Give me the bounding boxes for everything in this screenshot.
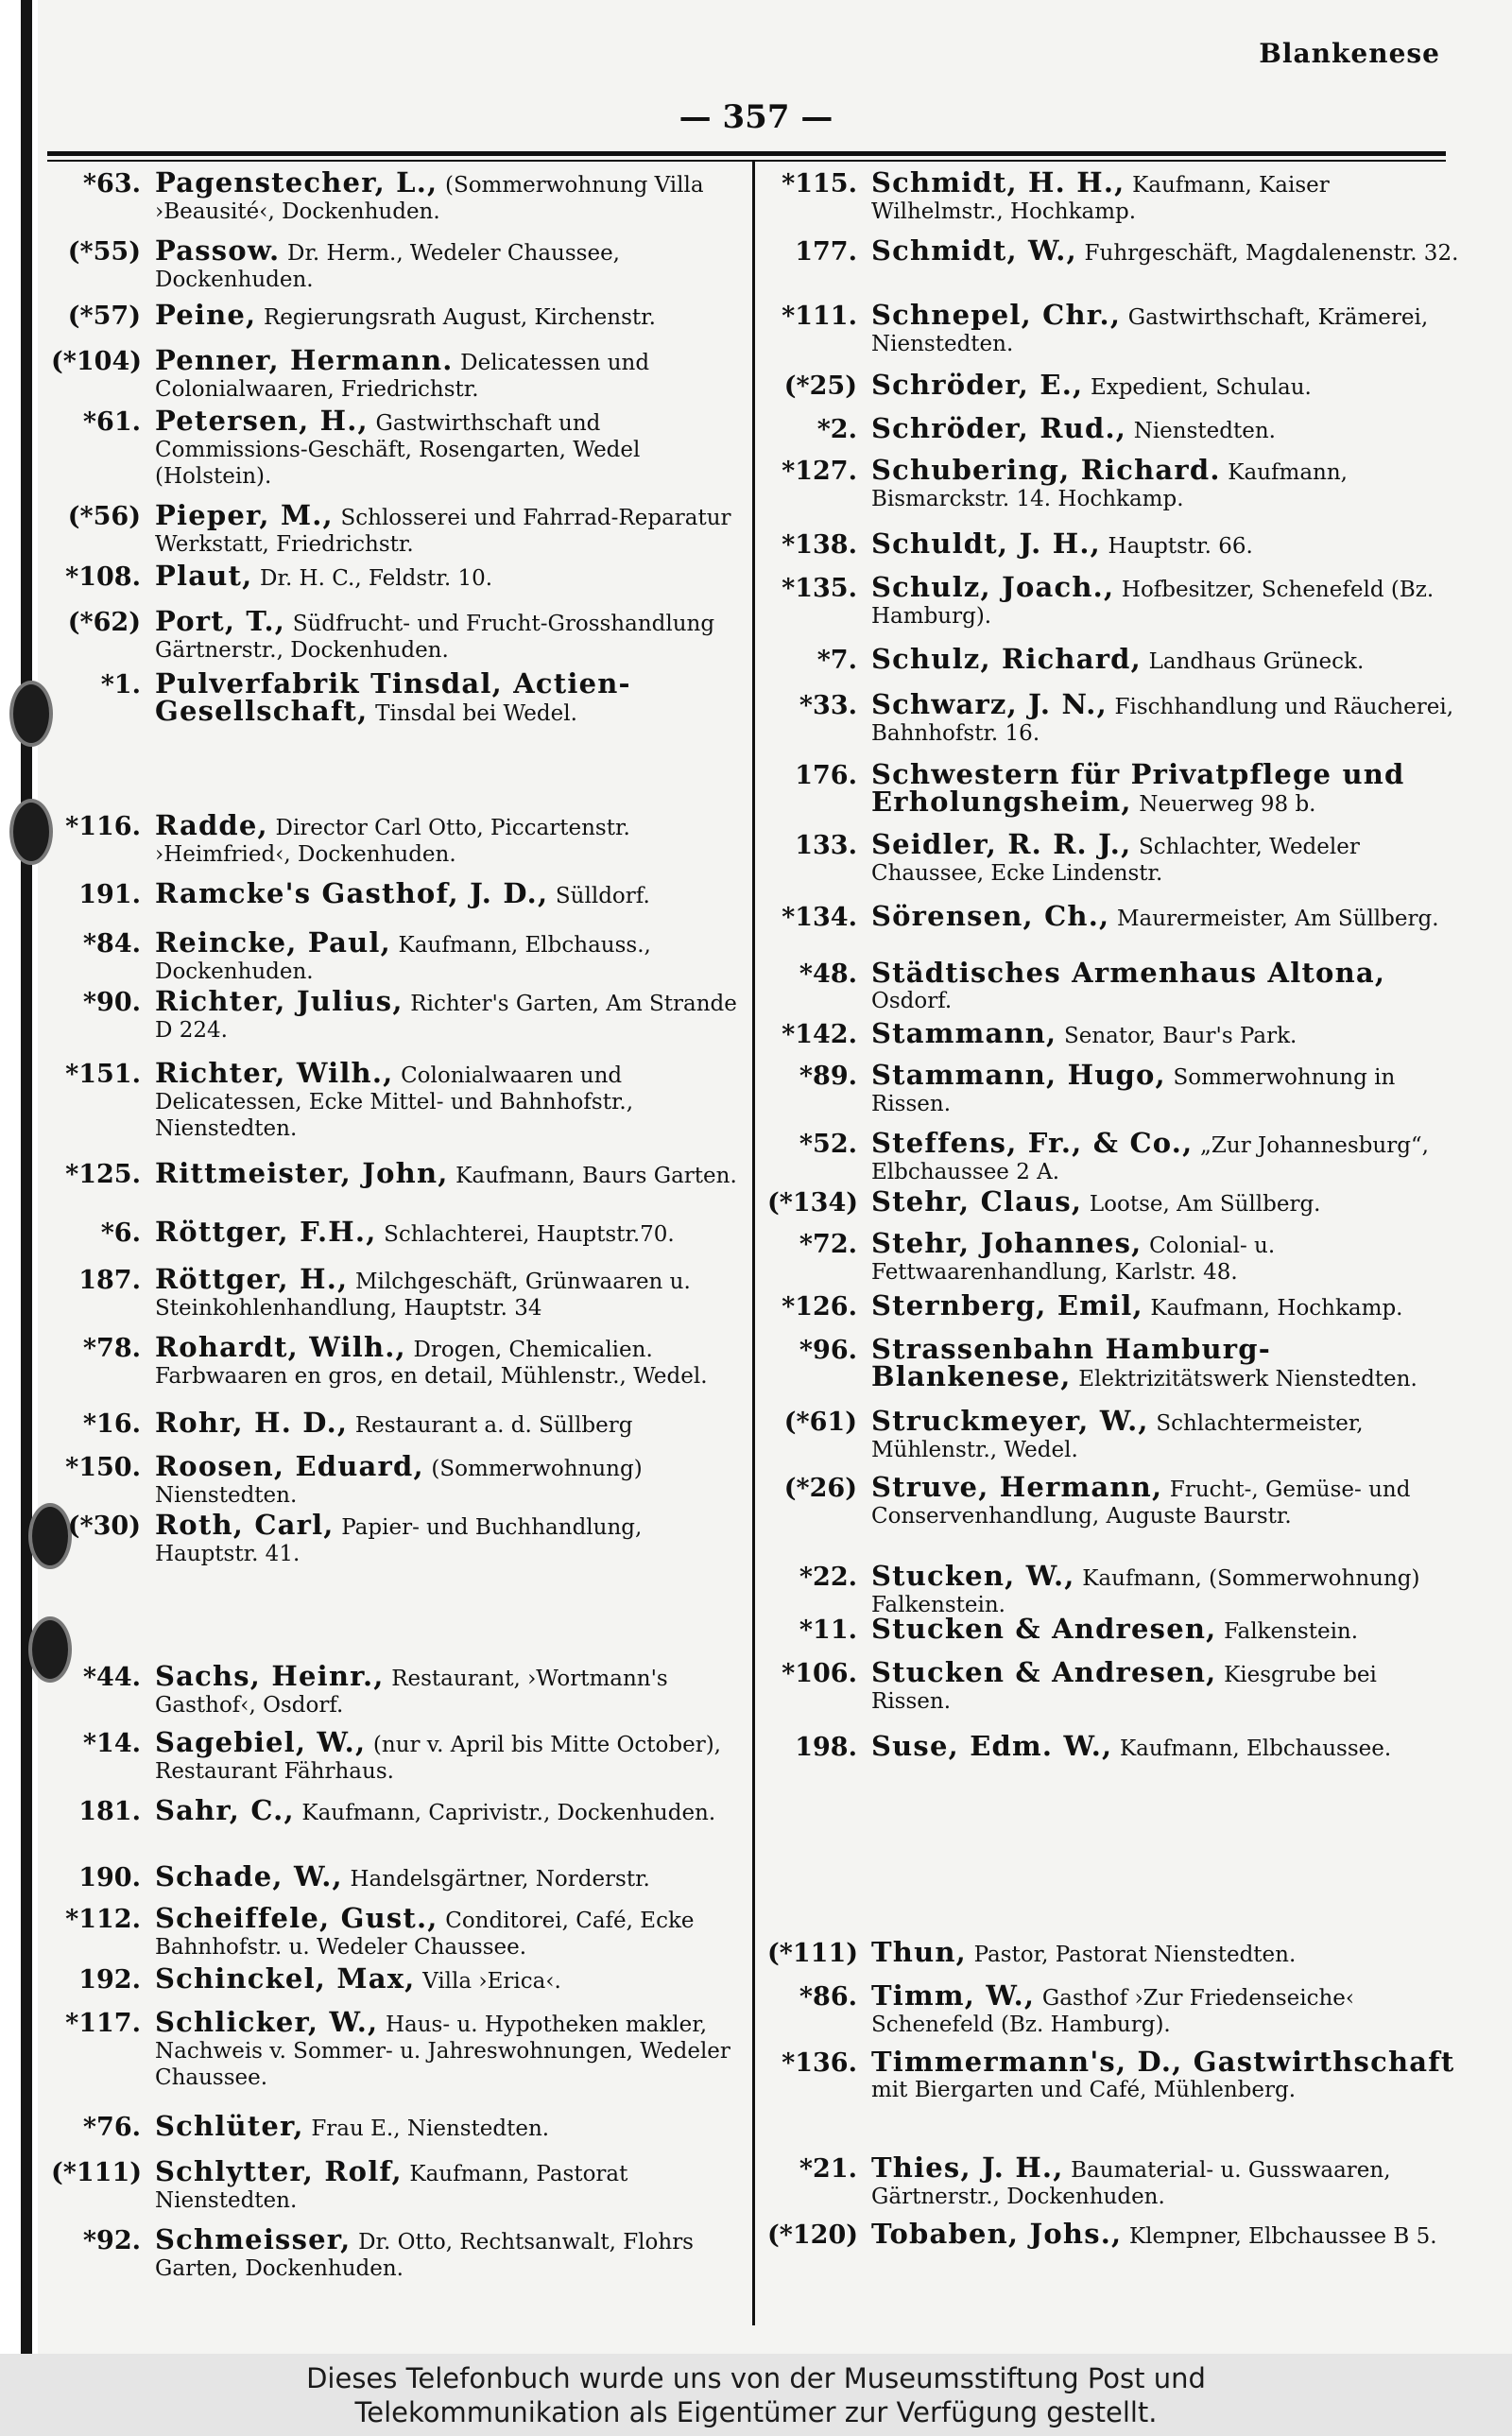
- directory-entry: [767, 571, 1463, 630]
- entry-details: Gastwirthschaft und Commissions-Geschäft, Rosengarten, Wedel (Holstein).: [155, 411, 641, 489]
- directory-entry: [51, 667, 739, 727]
- directory-entry: [51, 926, 739, 985]
- entry-number: (*56): [67, 502, 141, 531]
- entry-name: Schubering, Richard.: [871, 454, 1221, 486]
- entry-name: Schade, W.,: [155, 1860, 343, 1892]
- entry-details: Dr. Herm., Wedeler Chaussee, Dockenhuden.: [155, 241, 620, 292]
- entry-details: Colonialwaaren und Delicatessen, Ecke Mittel- und Bahnhofstr., Nienstedten.: [155, 1063, 634, 1141]
- entry-details: Handelsgärtner, Norderstr.: [350, 1867, 650, 1892]
- entry-number: *90.: [82, 988, 141, 1017]
- directory-entry: [767, 957, 1463, 1014]
- entry-name: Schwestern für Privatpflege und Erholungsheim,: [871, 758, 1405, 818]
- entry-number: (*61): [783, 1408, 857, 1437]
- directory-entry: [51, 166, 739, 225]
- entry-details: Colonial- u. Fettwaarenhandlung, Karlstr. 48.: [871, 1234, 1276, 1285]
- entry-details: Frucht-, Gemüse- und Conservenhandlung, Auguste Baurstr.: [871, 1477, 1411, 1529]
- entry-name: Seidler, R. R. J.,: [871, 828, 1132, 860]
- directory-entry: [51, 1726, 739, 1785]
- entry-number: 133.: [795, 831, 857, 860]
- directory-entry: [767, 1560, 1463, 1618]
- entry-name: Richter, Wilh.,: [155, 1057, 394, 1089]
- entry-details: Kaufmann, Elbchauss., Dockenhuden.: [155, 933, 651, 984]
- entry-name: Struckmeyer, W.,: [871, 1405, 1149, 1437]
- entry-number: (*104): [51, 347, 143, 376]
- entry-number: *16.: [82, 1409, 141, 1439]
- entry-number: *2.: [816, 415, 857, 444]
- entry-number: (*30): [67, 1512, 141, 1541]
- entry-details: Papier- und Buchhandlung, Hauptstr. 41.: [155, 1515, 643, 1566]
- entry-name: Röttger, F.H.,: [155, 1216, 377, 1248]
- entry-number: *22.: [799, 1563, 857, 1592]
- entry-number: *33.: [799, 691, 857, 720]
- entry-details: Maurermeister, Am Süllberg.: [1116, 907, 1439, 931]
- directory-entry: [51, 1057, 739, 1142]
- entry-name: Roth, Carl,: [155, 1509, 335, 1541]
- entry-number: (*57): [67, 302, 141, 331]
- directory-entry: [51, 1407, 739, 1439]
- entry-number: *111.: [782, 302, 857, 331]
- directory-entry: [51, 1794, 739, 1826]
- running-head-place: Blankenese: [1259, 38, 1440, 69]
- entry-name: Struve, Hermann,: [871, 1471, 1163, 1503]
- header-rule-thin: [47, 160, 1446, 162]
- entry-details: Sülldorf.: [555, 884, 650, 908]
- directory-entry: [51, 1660, 739, 1719]
- entry-name: Passow.: [155, 234, 281, 267]
- entry-number: *142.: [782, 1020, 857, 1049]
- entry-name: Rohr, H. D.,: [155, 1407, 349, 1439]
- entry-number: 187.: [78, 1266, 141, 1295]
- entry-name: Peine,: [155, 299, 257, 331]
- entry-number: (*120): [767, 2220, 859, 2250]
- directory-entry: [767, 1059, 1463, 1117]
- footer-line: Telekommunikation als Eigentümer zur Verfügung gestellt.: [354, 2396, 1158, 2428]
- entry-details: Gasthof ›Zur Friedenseiche‹ Schenefeld (Bz. Hamburg).: [871, 1986, 1355, 2037]
- entry-details: Senator, Baur's Park.: [1064, 1024, 1297, 1048]
- directory-entry: [51, 2006, 739, 2091]
- column-divider: [752, 161, 755, 2325]
- directory-entry: [51, 1263, 739, 1322]
- entry-name: Schröder, E.,: [871, 369, 1084, 401]
- entry-number: *136.: [782, 2048, 857, 2078]
- entry-number: (*55): [67, 237, 141, 267]
- entry-details: Conditorei, Café, Ecke Bahnhofstr. u. Wedeler Chaussee.: [155, 1909, 695, 1960]
- entry-name: Stammann, Hugo,: [871, 1059, 1166, 1091]
- entry-details: Kiesgrube bei Rissen.: [871, 1663, 1377, 1714]
- directory-entry: [767, 1656, 1463, 1715]
- directory-entry: [51, 2110, 739, 2142]
- entry-details: Neuerweg 98 b.: [1139, 792, 1316, 817]
- directory-entry: [51, 2223, 739, 2282]
- page-number: — 357 —: [679, 98, 833, 136]
- entry-name: Städtisches Armenhaus Altona,: [871, 957, 1386, 989]
- entry-number: *63.: [82, 169, 141, 199]
- directory-entry: [51, 1450, 739, 1509]
- entry-number: *127.: [782, 457, 857, 486]
- entry-name: Timmermann's, D., Gastwirthschaft: [871, 2046, 1455, 2078]
- punch-hole: [9, 799, 53, 865]
- directory-entry: [767, 1333, 1463, 1392]
- entry-number: *61.: [82, 407, 141, 437]
- entry-details: (Sommerwohnung) Nienstedten.: [155, 1457, 643, 1508]
- directory-entry: [767, 1227, 1463, 1286]
- entry-details: Schlachter, Wedeler Chaussee, Ecke Lindenstr.: [871, 835, 1360, 886]
- entry-name: Thun,: [871, 1936, 967, 1968]
- punch-hole: [9, 681, 53, 747]
- entry-name: Port, T.,: [155, 605, 286, 637]
- entry-details: Fischhandlung und Räucherei, Bahnhofstr. 16.: [871, 695, 1454, 746]
- directory-entry: [51, 877, 739, 909]
- entry-name: Strassenbahn Hamburg-Blankenese,: [871, 1333, 1271, 1392]
- entry-name: Penner, Hermann.: [155, 344, 454, 376]
- directory-entry: [767, 369, 1463, 401]
- entry-name: Sörensen, Ch.,: [871, 900, 1110, 932]
- entry-details: Regierungsrath August, Kirchenstr.: [263, 305, 656, 330]
- entry-name: Petersen, H.,: [155, 405, 369, 437]
- entry-number: *151.: [65, 1060, 141, 1089]
- entry-number: *84.: [82, 929, 141, 959]
- entry-number: *134.: [782, 903, 857, 932]
- entry-number: *86.: [799, 1982, 857, 2012]
- directory-entry: [767, 454, 1463, 512]
- entry-name: Ramcke's Gasthof, J. D.,: [155, 877, 549, 909]
- directory-entry: [767, 166, 1463, 225]
- entry-details: (Sommerwohnung Villa ›Beausité‹, Dockenhuden.: [155, 173, 704, 224]
- entry-name: Sachs, Heinr.,: [155, 1660, 385, 1692]
- entry-name: Suse, Edm. W.,: [871, 1730, 1113, 1762]
- entry-name: Radde,: [155, 809, 268, 841]
- entry-number: *78.: [82, 1334, 141, 1363]
- entry-details: Richter's Garten, Am Strande D 224.: [155, 992, 737, 1043]
- directory-entry: [51, 985, 739, 1044]
- entry-number: *14.: [82, 1729, 141, 1758]
- entry-details: Kaufmann, Hochkamp.: [1150, 1296, 1403, 1321]
- entry-details: Elektrizitätswerk Nienstedten.: [1078, 1367, 1418, 1391]
- entry-details: Nienstedten.: [1133, 419, 1276, 443]
- entry-number: (*62): [67, 608, 141, 637]
- entry-number: *72.: [799, 1230, 857, 1259]
- entry-details: Expedient, Schulau.: [1090, 375, 1312, 400]
- entry-number: *92.: [82, 2226, 141, 2255]
- entry-name: Schulz, Richard,: [871, 643, 1142, 675]
- entry-number: *138.: [782, 530, 857, 560]
- page-binding: [0, 0, 38, 2354]
- entry-name: Schröder, Rud.,: [871, 412, 1127, 444]
- entry-name: Stucken, W.,: [871, 1560, 1075, 1592]
- entry-number: *106.: [782, 1659, 857, 1688]
- entry-name: Rohardt, Wilh.,: [155, 1331, 406, 1363]
- directory-entry: [51, 299, 739, 331]
- entry-name: Sahr, C.,: [155, 1794, 295, 1826]
- entry-name: Plaut,: [155, 560, 253, 592]
- entry-number: 181.: [78, 1797, 141, 1826]
- entry-name: Schuldt, J. H.,: [871, 527, 1101, 560]
- entry-name: Schmidt, H. H.,: [871, 166, 1125, 199]
- entry-name: Stehr, Johannes,: [871, 1227, 1143, 1259]
- entry-details: Kaufmann, Kaiser Wilhelmstr., Hochkamp.: [871, 173, 1330, 224]
- entry-name: Richter, Julius,: [155, 985, 404, 1017]
- entry-details: Gastwirthschaft, Krämerei, Nienstedten.: [871, 305, 1429, 356]
- entry-name: Schlicker, W.,: [155, 2006, 379, 2038]
- entry-name: Rittmeister, John,: [155, 1157, 449, 1189]
- entry-number: 192.: [78, 1965, 141, 1995]
- entry-details: Schlachterei, Hauptstr.70.: [384, 1222, 675, 1247]
- entry-name: Schlüter,: [155, 2110, 304, 2142]
- footer-notice: [0, 2354, 1512, 2436]
- entry-details: Baumaterial- u. Gusswaaren, Gärtnerstr., Dockenhuden.: [871, 2158, 1391, 2209]
- entry-details: Tinsdal bei Wedel.: [375, 701, 577, 726]
- entry-number: *52.: [799, 1130, 857, 1159]
- entry-name: Pieper, M.,: [155, 499, 334, 531]
- entry-details: Kaufmann, Elbchaussee.: [1119, 1736, 1392, 1761]
- entry-name: Pulverfabrik Tinsdal, Actien-Gesellschaft,: [155, 667, 631, 727]
- directory-entry: [767, 2151, 1463, 2210]
- entry-details: Hauptstr. 66.: [1108, 534, 1253, 559]
- entry-name: Tobaben, Johs.,: [871, 2218, 1123, 2250]
- entry-name: Schinckel, Max,: [155, 1962, 416, 1995]
- directory-entry: [767, 527, 1463, 560]
- entry-number: *44.: [82, 1663, 141, 1692]
- directory-entry: [51, 234, 739, 293]
- entry-number: *21.: [799, 2154, 857, 2184]
- directory-entry: [767, 234, 1463, 267]
- entry-number: (*26): [783, 1474, 857, 1503]
- directory-entry: [767, 2218, 1463, 2250]
- entry-name: Thies, J. H.,: [871, 2151, 1064, 2184]
- entry-details: Falkenstein.: [1224, 1619, 1359, 1644]
- entry-number: 190.: [78, 1863, 141, 1892]
- entry-name: Stammann,: [871, 1017, 1057, 1049]
- directory-entry: [767, 1936, 1463, 1968]
- entry-details: Frau E., Nienstedten.: [311, 2116, 550, 2141]
- entry-number: *150.: [65, 1453, 141, 1482]
- directory-entry: [767, 1405, 1463, 1463]
- directory-entry: [767, 1471, 1463, 1529]
- directory-entry: [767, 1185, 1463, 1218]
- directory-entry: [51, 1157, 739, 1189]
- entry-number: *11.: [799, 1615, 857, 1645]
- directory-entry: [51, 405, 739, 490]
- entry-number: *108.: [65, 562, 141, 592]
- directory-entry: [767, 1730, 1463, 1762]
- directory-entry: [767, 1289, 1463, 1322]
- directory-entry: [767, 828, 1463, 887]
- entry-details: Kaufmann, Bismarckstr. 14. Hochkamp.: [871, 460, 1348, 511]
- entry-name: Schwarz, J. N.,: [871, 688, 1108, 720]
- entry-name: Reincke, Paul,: [155, 926, 391, 959]
- entry-number: *117.: [65, 2009, 141, 2038]
- entry-name: Schmidt, W.,: [871, 234, 1077, 267]
- directory-entry: [767, 1613, 1463, 1645]
- directory-entry: [767, 412, 1463, 444]
- directory-entry: [51, 1962, 739, 1995]
- entry-details: Südfrucht- und Frucht-Grosshandlung Gärtnerstr., Dockenhuden.: [155, 612, 715, 663]
- entry-details: Restaurant, ›Wortmann's Gasthof‹, Osdorf.: [155, 1667, 668, 1718]
- entry-details: Haus- u. Hypotheken makler, Nachweis v. Sommer- u. Jahreswohnungen, Wedeler Chaussee.: [155, 2013, 730, 2090]
- entry-name: Stucken & Andresen,: [871, 1656, 1217, 1688]
- entry-number: *96.: [799, 1336, 857, 1365]
- entry-details: Villa ›Erica‹.: [422, 1969, 561, 1994]
- entry-details: Director Carl Otto, Piccartenstr. ›Heimfried‹, Dockenhuden.: [155, 816, 630, 867]
- entry-name: Stucken & Andresen,: [871, 1613, 1217, 1645]
- entry-number: *135.: [782, 574, 857, 603]
- entry-details: Lootse, Am Süllberg.: [1089, 1192, 1321, 1217]
- entry-details: Milchgeschäft, Grünwaaren u. Steinkohlenhandlung, Hauptstr. 34: [155, 1270, 691, 1321]
- directory-entry: [767, 1979, 1463, 2038]
- entry-name: Timm, W.,: [871, 1979, 1036, 2012]
- directory-entry: [51, 809, 739, 868]
- entry-details: Restaurant a. d. Süllberg: [354, 1413, 633, 1438]
- entry-number: *116.: [65, 812, 141, 841]
- entry-number: 176.: [795, 761, 857, 790]
- directory-entry: [767, 688, 1463, 747]
- entry-details: Drogen, Chemicalien. Farbwaaren en gros, en detail, Mühlenstr., Wedel.: [155, 1338, 708, 1389]
- directory-entry: [51, 1860, 739, 1892]
- entry-number: *115.: [782, 169, 857, 199]
- binding-edge: [21, 0, 32, 2354]
- entry-details: Pastor, Pastorat Nienstedten.: [973, 1943, 1297, 1967]
- directory-entry: [767, 758, 1463, 818]
- entry-number: *6.: [100, 1218, 141, 1248]
- entry-name: Schmeisser,: [155, 2223, 352, 2255]
- entry-details: Delicatessen und Colonialwaaren, Friedrichstr.: [155, 351, 650, 402]
- entry-name: Schlytter, Rolf,: [155, 2155, 403, 2187]
- footer-line: Dieses Telefonbuch wurde uns von der Museumsstiftung Post und: [306, 2362, 1206, 2394]
- entry-number: (*25): [783, 371, 857, 401]
- entry-details: mit Biergarten und Café, Mühlenberg.: [871, 2078, 1297, 2102]
- entry-details: Schlosserei und Fahrrad-Reparatur Werkstatt, Friedrichstr.: [155, 506, 731, 557]
- entry-details: Kaufmann, (Sommerwohnung) Falkenstein.: [871, 1566, 1420, 1617]
- entry-number: *76.: [82, 2113, 141, 2142]
- entry-number: *125.: [65, 1160, 141, 1189]
- entry-number: *1.: [100, 670, 141, 700]
- entry-name: Roosen, Eduard,: [155, 1450, 424, 1482]
- entry-name: Sternberg, Emil,: [871, 1289, 1143, 1322]
- directory-entry: [51, 344, 739, 403]
- entry-details: Klempner, Elbchaussee B 5.: [1128, 2224, 1437, 2249]
- entry-name: Pagenstecher, L.,: [155, 166, 438, 199]
- entry-details: Fuhrgeschäft, Magdalenenstr. 32.: [1084, 241, 1459, 266]
- header-rule: [47, 151, 1446, 156]
- entry-number: (*134): [767, 1188, 859, 1218]
- entry-number: *112.: [65, 1905, 141, 1934]
- entry-name: Röttger, H.,: [155, 1263, 349, 1295]
- directory-entry: [51, 560, 739, 592]
- entry-number: *48.: [799, 959, 857, 989]
- entry-name: Stehr, Claus,: [871, 1185, 1083, 1218]
- directory-entry: [51, 1902, 739, 1961]
- entry-details: Hofbesitzer, Schenefeld (Bz. Hamburg).: [871, 578, 1435, 629]
- entry-number: *126.: [782, 1292, 857, 1322]
- directory-entry: [51, 499, 739, 558]
- directory-entry: [767, 2046, 1463, 2103]
- entry-details: Dr. Otto, Rechtsanwalt, Flohrs Garten, Dockenhuden.: [155, 2230, 694, 2281]
- entry-number: 198.: [795, 1733, 857, 1762]
- directory-entry: [767, 643, 1463, 675]
- entry-name: Steffens, Fr., & Co.,: [871, 1127, 1194, 1159]
- entry-number: *7.: [816, 646, 857, 675]
- directory-entry: [767, 900, 1463, 932]
- entry-name: Scheiffele, Gust.,: [155, 1902, 438, 1934]
- directory-entry: [51, 605, 739, 664]
- directory-entry: [51, 2155, 739, 2214]
- entry-details: Kaufmann, Pastorat Nienstedten.: [155, 2162, 628, 2213]
- directory-entry: [51, 1216, 739, 1248]
- directory-entry: [767, 1127, 1463, 1185]
- entry-details: Kaufmann, Baurs Garten.: [455, 1164, 737, 1188]
- entry-number: 191.: [78, 880, 141, 909]
- entry-details: Schlachtermeister, Mühlenstr., Wedel.: [871, 1411, 1364, 1462]
- entry-name: Schnepel, Chr.,: [871, 299, 1122, 331]
- entry-name: Schulz, Joach.,: [871, 571, 1115, 603]
- entry-details: Landhaus Grüneck.: [1148, 649, 1365, 674]
- entry-details: „Zur Johannesburg“, Elbchaussee 2 A.: [871, 1133, 1429, 1184]
- entry-details: (nur v. April bis Mitte October), Restaurant Fährhaus.: [155, 1733, 721, 1784]
- directory-entry: [767, 299, 1463, 357]
- entry-number: 177.: [795, 237, 857, 267]
- entry-number: (*111): [767, 1939, 859, 1968]
- entry-number: *89.: [799, 1062, 857, 1091]
- entry-details: Osdorf.: [871, 989, 953, 1013]
- entry-details: Dr. H. C., Feldstr. 10.: [260, 566, 493, 591]
- entry-details: Kaufmann, Caprivistr., Dockenhuden.: [301, 1801, 716, 1825]
- directory-entry: [767, 1017, 1463, 1049]
- directory-entry: [51, 1509, 739, 1567]
- entry-number: (*111): [51, 2158, 143, 2187]
- directory-entry: [51, 1331, 739, 1390]
- entry-name: Sagebiel, W.,: [155, 1726, 367, 1758]
- entry-details: Sommerwohnung in Rissen.: [871, 1065, 1396, 1116]
